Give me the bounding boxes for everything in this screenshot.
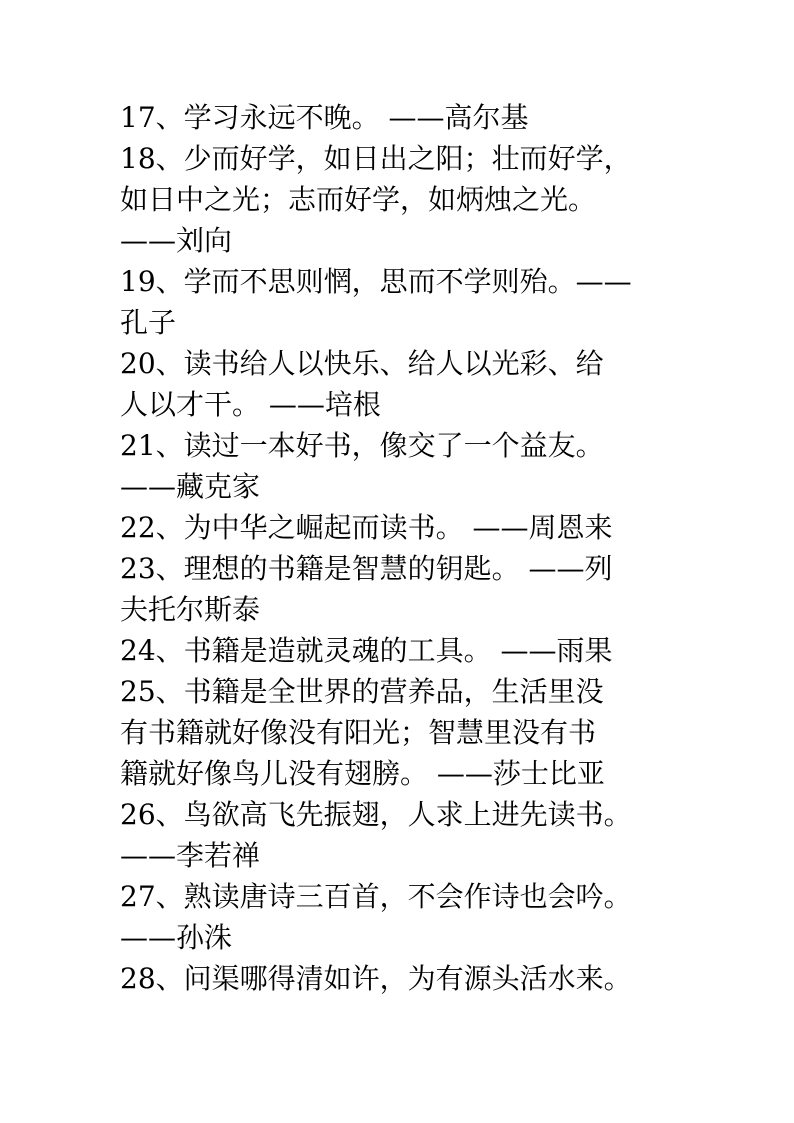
quote-line: 26、鸟欲高飞先振翅，人求上进先读书。: [120, 798, 632, 831]
quote-line: 27、熟读唐诗三百首，不会作诗也会吟。: [120, 880, 632, 913]
quote-list: [120, 97, 700, 999]
quote-line: 18、少而好学，如日出之阳；壮而好学，: [120, 142, 632, 175]
quote-line: 有书籍就好像没有阳光；智慧里没有书: [120, 716, 597, 749]
quote-line: 24、书籍是造就灵魂的工具。 ——雨果: [120, 634, 613, 667]
quote-line: 夫托尔斯泰: [120, 593, 261, 626]
quote-line: 孔子: [120, 306, 177, 339]
quote-line: 28、问渠哪得清如许，为有源头活水来。: [120, 962, 632, 995]
quote-line: ——藏克家: [120, 470, 261, 503]
quote-line: 23、理想的书籍是智慧的钥匙。 ——列: [120, 552, 613, 585]
quote-line: 22、为中华之崛起而读书。 ——周恩来: [120, 511, 613, 544]
quote-line: 17、学习永远不晚。 ——高尔基: [120, 101, 529, 134]
quote-line: 如日中之光；志而好学，如炳烛之光。: [120, 183, 597, 216]
quote-line: 25、书籍是全世界的营养品，生活里没: [120, 675, 604, 708]
quote-line: 20、读书给人以快乐、给人以光彩、给: [120, 347, 604, 380]
quote-line: ——孙洙: [120, 921, 233, 954]
quote-line: ——李若禅: [120, 839, 261, 872]
quote-line: 籍就好像鸟儿没有翅膀。 ——莎士比亚: [120, 757, 605, 790]
quote-line: 人以才干。 ——培根: [120, 388, 381, 421]
quote-line: 19、学而不思则惘，思而不学则殆。——: [120, 265, 632, 298]
quote-line: ——刘向: [120, 224, 233, 257]
quote-line: 21、读过一本好书，像交了一个益友。: [120, 429, 604, 462]
